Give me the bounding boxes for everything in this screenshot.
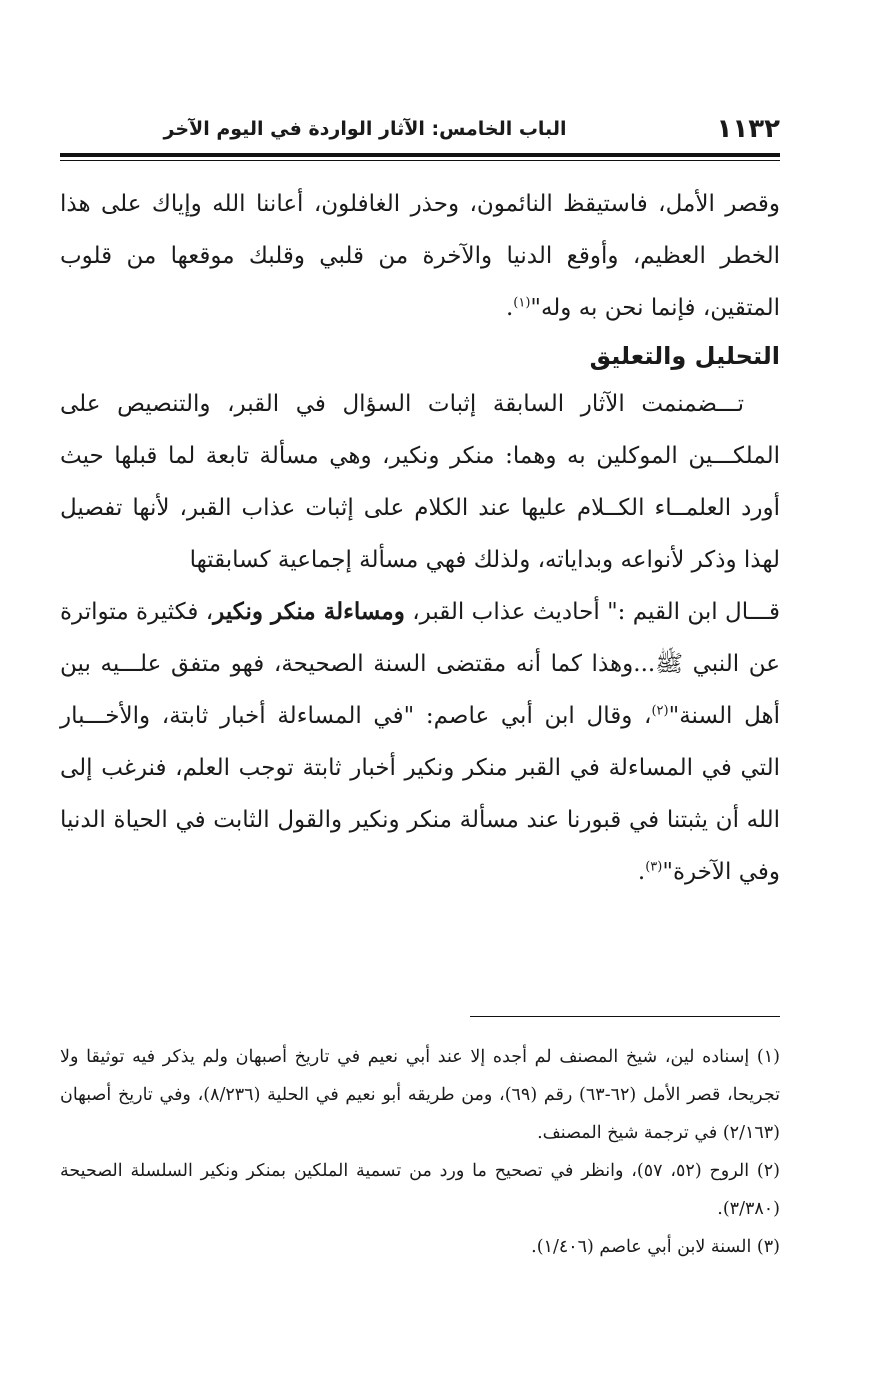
bold-phrase: ومساءلة منكر ونكير xyxy=(213,598,405,625)
paragraph-2: تـــضمنمت الآثار السابقة إثبات السؤال في القبر، والتنصيص على الملكـــين الموكلين به وهما: منكر ونكير، وهي مسألة تابعة لما قبلها حيث أورد العلمــاء الكــلام عليها عند الكلام على إثبات عذاب القبر، لأنها تفصيل لهذا وذكر لأنواعه وبداياته، ولذلك فهي مسألة إجماعية كسابقتها xyxy=(60,391,780,573)
footnote-separator xyxy=(470,1016,780,1017)
footnote-ref-3: (٣) xyxy=(645,859,663,875)
page-number: ١١٣٢ xyxy=(716,114,780,144)
paragraph-1: وقصر الأمل، فاستيقظ النائمون، وحذر الغافلون، أعاننا الله وإياك على هذا الخطر العظيم، وأوقع الدنيا والآخرة من قلبي وقلبك موقعها من قلوب المتقين، فإنما نحن به وله"$^{(١)}$. xyxy=(60,191,780,321)
footnote-ref-2: (٢) xyxy=(651,703,669,719)
section-heading: التحليل والتعليق xyxy=(589,342,780,370)
footnote-ref-1: (١) xyxy=(513,295,531,311)
page-header xyxy=(60,108,780,148)
main-text xyxy=(60,178,780,898)
footnote-1: (١) إسناده لين، شيخ المصنف لم أجده إلا عند أبي نعيم في تاريخ أصبهان ولم يذكر فيه توثيقا ولا تجريحا، قصر الأمل (٦٢-٦٣) رقم (٦٩)، ومن طريقه أبو نعيم في الحلية (٨/٢٣٦)، وفي تاريخ أصبهان (٢/١٦٣) في ترجمة شيخ المصنف. xyxy=(60,1047,780,1143)
paragraph-3: قـــال ابن القيم :" أحاديث عذاب القبر، ومساءلة منكر ونكير، فكثيرة متواترة عن النبي ﷺ...وهذا كما أنه مقتضى السنة الصحيحة، فهو متفق علـــيه بين أهل السنة"$^{(٢)}$، وقال ابن أبي عاصم: "في المساءلة أخبار ثابتة، والأخـــبار التي في المساءلة في القبر منكر ونكير أخبار ثابتة توجب العلم، فنرغب إلى الله أن يثبتنا في قبورنا عند مسألة منكر ونكير والقول الثابت في الحياة الدنيا وفي الآخرة"$^{(٣)}$. xyxy=(60,598,781,885)
running-title: الباب الخامس: الآثار الواردة في اليوم الآخر xyxy=(163,118,567,140)
footnote-2: (٢) الروح (٥٢، ٥٧)، وانظر في تصحيح ما ورد من تسمية الملكين بمنكر ونكير السلسلة الصحيحة (٣/٣٨٠). xyxy=(60,1161,780,1219)
footnote-3: (٣) السنة لابن أبي عاصم (١/٤٠٦). xyxy=(531,1237,780,1257)
header-rule-thin xyxy=(60,160,780,161)
header-rule-thick xyxy=(60,153,780,157)
footnotes xyxy=(60,1038,780,1266)
